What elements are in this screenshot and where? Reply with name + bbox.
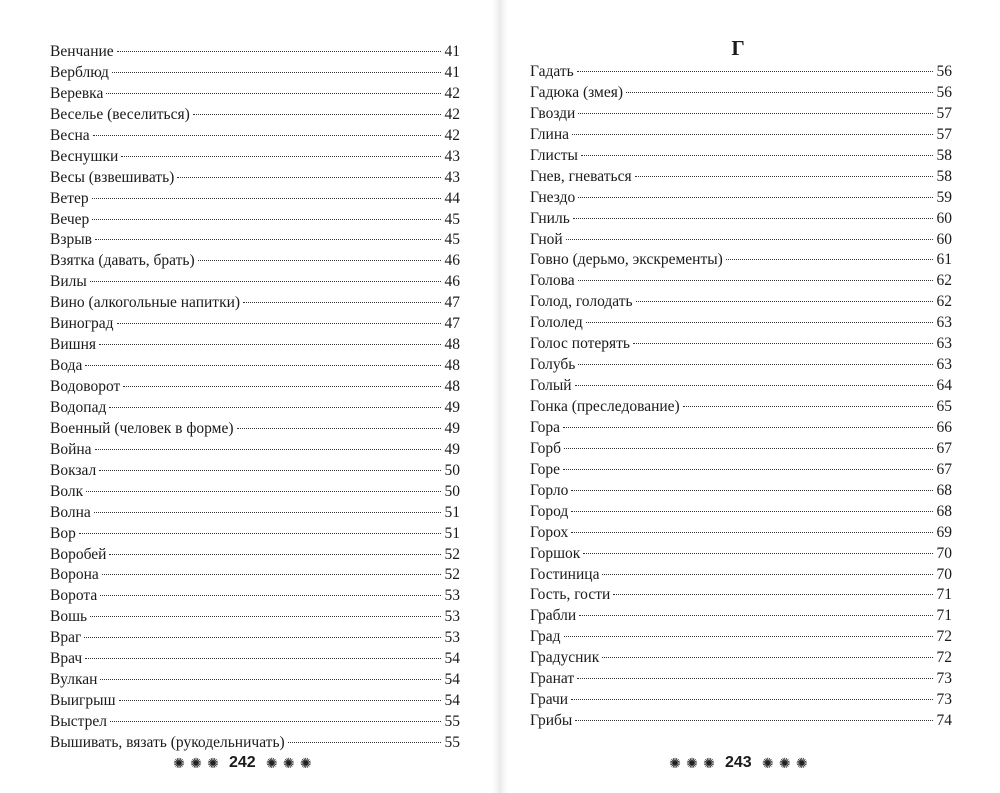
entry-page-number: 46 — [444, 252, 460, 270]
dot-leader — [177, 177, 441, 178]
dot-leader — [79, 533, 441, 534]
entry-term: Грачи — [530, 691, 569, 709]
index-entry — [530, 167, 952, 188]
entry-page-number: 54 — [444, 650, 460, 668]
entry-page-number: 56 — [936, 63, 952, 80]
entry-term: Водопад — [50, 398, 107, 416]
dot-leader — [578, 280, 933, 281]
index-entry — [530, 397, 952, 418]
index-entry — [50, 586, 460, 607]
dot-leader — [577, 71, 933, 72]
index-entry — [530, 230, 952, 251]
entry-term: Верблюд — [50, 63, 109, 81]
index-entry — [50, 440, 460, 461]
entry-page-number: 56 — [936, 83, 952, 101]
entry-term: Взятка (давать, брать) — [50, 252, 195, 270]
entry-page-number: 53 — [444, 608, 460, 626]
entry-page-number: 64 — [936, 377, 952, 395]
entry-page-number: 44 — [444, 189, 460, 207]
entry-page-number: 53 — [444, 587, 460, 605]
dot-leader — [575, 385, 933, 386]
dot-leader — [237, 428, 441, 429]
index-entry — [530, 334, 952, 355]
index-entry — [530, 481, 952, 502]
entry-page-number: 65 — [936, 398, 952, 415]
dot-leader — [121, 156, 441, 157]
page-number: 242 — [229, 754, 256, 771]
index-entry — [530, 606, 952, 627]
entry-page-number: 48 — [444, 336, 460, 354]
entry-term: Глисты — [530, 146, 578, 164]
dot-leader — [86, 491, 441, 492]
entry-term: Горшок — [530, 544, 581, 562]
entry-page-number: 42 — [444, 105, 460, 123]
index-entry — [530, 250, 952, 271]
entry-term: Выигрыш — [50, 692, 116, 710]
dot-leader — [581, 155, 933, 156]
index-entry — [50, 545, 460, 566]
index-entry — [530, 585, 952, 606]
index-entry — [530, 313, 952, 334]
dot-leader — [100, 595, 441, 596]
index-entry — [50, 524, 460, 545]
index-entry — [50, 105, 460, 126]
entry-term: Грабли — [530, 607, 577, 625]
page-number: 243 — [725, 754, 752, 771]
dot-leader — [636, 301, 933, 302]
index-entry — [530, 292, 952, 313]
index-entry — [50, 126, 460, 147]
entry-term: Голубь — [530, 356, 576, 374]
entry-term: Виноград — [50, 315, 114, 333]
ornament-icon: ✺ — [761, 755, 774, 771]
entry-page-number: 67 — [936, 460, 952, 478]
dot-leader — [84, 637, 441, 638]
entry-term: Гниль — [530, 209, 570, 227]
dot-leader — [123, 386, 441, 387]
entry-term: Ворота — [50, 587, 98, 605]
entry-term: Гнездо — [530, 188, 576, 206]
entry-page-number: 57 — [936, 125, 952, 143]
entry-page-number: 43 — [444, 168, 460, 186]
dot-leader — [633, 343, 933, 344]
entry-term: Вода — [50, 357, 83, 375]
index-entry — [50, 670, 460, 691]
entry-term: Волк — [50, 482, 84, 500]
entry-term: Гной — [530, 230, 563, 248]
index-entry — [50, 691, 460, 712]
entry-term: Гадать — [530, 63, 574, 80]
index-entry — [530, 188, 952, 209]
dot-leader — [602, 574, 933, 575]
entry-term: Гость, гости — [530, 586, 611, 604]
index-entry — [530, 690, 952, 711]
entry-term: Выстрел — [50, 713, 107, 730]
index-entry — [50, 335, 460, 356]
entry-term: Град — [530, 628, 561, 646]
entry-term: Вино (алкогольные напитки) — [50, 294, 241, 312]
entry-page-number: 48 — [444, 378, 460, 395]
left-page — [0, 0, 492, 793]
entry-term: Гвозди — [530, 104, 576, 122]
index-entry — [50, 210, 460, 231]
dot-leader — [100, 679, 441, 680]
entry-term: Говно (дерьмо, экскременты) — [530, 251, 723, 269]
entry-page-number: 73 — [936, 670, 952, 688]
entry-page-number: 51 — [444, 503, 460, 521]
entry-page-number: 72 — [936, 649, 952, 667]
entry-page-number: 45 — [444, 231, 460, 249]
entry-page-number: 62 — [936, 293, 952, 311]
entry-page-number: 62 — [936, 272, 952, 290]
index-entry — [50, 293, 460, 314]
index-entry — [50, 189, 460, 210]
dot-leader — [563, 469, 933, 470]
dot-leader — [109, 554, 441, 555]
entry-term: Война — [50, 440, 92, 458]
entry-page-number: 60 — [936, 209, 952, 227]
index-entry — [530, 648, 952, 669]
index-entry — [530, 502, 952, 523]
index-entry — [50, 356, 460, 377]
entry-page-number: 52 — [444, 566, 460, 584]
dot-leader — [85, 658, 441, 659]
entry-term: Вишня — [50, 336, 96, 354]
entry-page-number: 63 — [936, 335, 952, 353]
entry-page-number: 47 — [444, 315, 460, 333]
entry-page-number: 54 — [444, 692, 460, 710]
dot-leader — [93, 135, 441, 136]
index-entry — [530, 104, 952, 125]
index-entry — [50, 314, 460, 335]
entry-term: Водоворот — [50, 378, 121, 395]
section-letter: Г — [731, 36, 745, 60]
entry-term: Горло — [530, 481, 569, 499]
left-page-footer — [172, 754, 313, 772]
index-entry — [50, 251, 460, 272]
dot-leader — [573, 218, 933, 219]
entry-page-number: 49 — [444, 440, 460, 458]
index-entry — [530, 355, 952, 376]
dot-leader — [117, 51, 441, 52]
entry-page-number: 68 — [936, 481, 952, 499]
dot-leader — [117, 323, 441, 324]
entry-term: Вышивать, вязать (рукодельничать) — [50, 733, 285, 751]
entry-page-number: 53 — [444, 629, 460, 647]
dot-leader — [90, 616, 441, 617]
dot-leader — [572, 134, 933, 135]
index-entry — [530, 146, 952, 167]
left-index-list — [0, 42, 492, 754]
index-entry — [530, 418, 952, 439]
entry-page-number: 46 — [444, 273, 460, 291]
index-entry — [50, 272, 460, 293]
dot-leader — [578, 197, 933, 198]
index-entry — [530, 523, 952, 544]
index-entry — [50, 398, 460, 419]
dot-leader — [112, 72, 441, 73]
dot-leader — [85, 365, 441, 366]
index-entry — [530, 62, 952, 83]
dot-leader — [578, 364, 933, 365]
entry-term: Горох — [530, 523, 569, 541]
entry-term: Весна — [50, 126, 90, 144]
entry-page-number: 70 — [936, 565, 952, 583]
entry-term: Врач — [50, 650, 83, 668]
entry-term: Голос потерять — [530, 335, 630, 353]
entry-term: Грибы — [530, 712, 573, 730]
entry-term: Вор — [50, 524, 76, 542]
dot-leader — [571, 490, 933, 491]
dot-leader — [571, 511, 933, 512]
entry-term: Градусник — [530, 649, 600, 667]
dot-leader — [243, 302, 441, 303]
entry-page-number: 71 — [936, 586, 952, 604]
index-entry — [50, 607, 460, 628]
dot-leader — [579, 615, 933, 616]
entry-page-number: 50 — [444, 461, 460, 479]
index-entry — [50, 168, 460, 189]
dot-leader — [109, 407, 441, 408]
entry-page-number: 45 — [444, 210, 460, 228]
book-gutter — [492, 0, 508, 793]
dot-leader — [193, 114, 441, 115]
dot-leader — [102, 574, 441, 575]
dot-leader — [613, 594, 933, 595]
index-entry — [50, 230, 460, 251]
entry-term: Глина — [530, 125, 569, 143]
entry-term: Гонка (преследование) — [530, 398, 680, 415]
index-entry — [530, 83, 952, 104]
dot-leader — [95, 449, 441, 450]
entry-term: Гостиница — [530, 565, 600, 583]
entry-page-number: 55 — [444, 713, 460, 730]
entry-page-number: 41 — [444, 63, 460, 81]
entry-term: Военный (человек в форме) — [50, 419, 234, 437]
index-entry — [50, 649, 460, 670]
dot-leader — [571, 532, 933, 533]
entry-term: Гололед — [530, 314, 583, 332]
entry-term: Ворона — [50, 566, 99, 584]
dot-leader — [110, 721, 441, 722]
entry-page-number: 71 — [936, 607, 952, 625]
dot-leader — [288, 742, 441, 743]
ornament-icon: ✺ — [778, 755, 791, 771]
entry-page-number: 63 — [936, 356, 952, 374]
index-entry — [530, 209, 952, 230]
index-entry — [530, 460, 952, 481]
entry-term: Воробей — [50, 545, 107, 563]
entry-page-number: 41 — [444, 43, 460, 60]
entry-term: Венчание — [50, 43, 114, 60]
entry-term: Голова — [530, 272, 575, 290]
entry-term: Взрыв — [50, 231, 92, 249]
entry-page-number: 74 — [936, 712, 952, 730]
entry-page-number: 49 — [444, 398, 460, 416]
dot-leader — [583, 553, 933, 554]
dot-leader — [198, 260, 441, 261]
dot-leader — [626, 92, 933, 93]
entry-page-number: 58 — [936, 146, 952, 164]
entry-page-number: 55 — [444, 733, 460, 751]
index-entry — [50, 63, 460, 84]
index-entry — [50, 84, 460, 105]
ornament-icon: ✺ — [795, 755, 808, 771]
entry-page-number: 68 — [936, 502, 952, 520]
entry-page-number: 43 — [444, 147, 460, 165]
dot-leader — [577, 678, 933, 679]
ornament-icon: ✺ — [669, 755, 681, 771]
index-entry — [530, 544, 952, 565]
index-entry — [50, 482, 460, 503]
entry-page-number: 59 — [936, 188, 952, 206]
entry-term: Веселье (веселиться) — [50, 105, 190, 123]
ornament-icon: ✺ — [173, 755, 185, 771]
index-entry — [50, 377, 460, 398]
index-entry — [530, 439, 952, 460]
index-entry — [530, 669, 952, 690]
dot-leader — [563, 427, 933, 428]
entry-term: Гранат — [530, 670, 575, 688]
dot-leader — [566, 239, 933, 240]
index-entry — [530, 271, 952, 292]
dot-leader — [95, 239, 441, 240]
right-page-footer — [668, 754, 809, 772]
entry-page-number: 51 — [444, 524, 460, 542]
index-entry — [50, 461, 460, 482]
dot-leader — [94, 512, 441, 513]
ornament-icon: ✺ — [299, 755, 312, 771]
index-entry — [530, 565, 952, 586]
dot-leader — [92, 219, 441, 220]
entry-term: Весы (взвешивать) — [50, 168, 175, 186]
entry-page-number: 52 — [444, 545, 460, 563]
dot-leader — [602, 657, 933, 658]
dot-leader — [90, 281, 441, 282]
index-entry — [50, 712, 460, 733]
index-entry — [50, 419, 460, 440]
dot-leader — [564, 636, 933, 637]
index-entry — [50, 628, 460, 649]
dot-leader — [106, 93, 441, 94]
right-index-list — [508, 62, 1000, 732]
entry-term: Гнев, гневаться — [530, 167, 632, 185]
entry-term: Вечер — [50, 210, 90, 228]
ornament-icon: ✺ — [703, 755, 715, 771]
entry-term: Веревка — [50, 84, 104, 102]
entry-page-number: 42 — [444, 126, 460, 144]
index-entry — [50, 503, 460, 524]
entry-term: Ветер — [50, 189, 89, 207]
entry-page-number: 72 — [936, 628, 952, 646]
entry-term: Гора — [530, 418, 560, 436]
entry-page-number: 57 — [936, 104, 952, 122]
dot-leader — [575, 720, 933, 721]
index-entry — [530, 711, 952, 732]
entry-page-number: 48 — [444, 357, 460, 375]
entry-term: Волна — [50, 503, 91, 521]
right-page — [508, 0, 1000, 793]
index-entry — [50, 733, 460, 754]
dot-leader — [99, 344, 441, 345]
entry-term: Гадюка (змея) — [530, 83, 624, 101]
entry-page-number: 58 — [936, 167, 952, 185]
entry-page-number: 50 — [444, 482, 460, 500]
dot-leader — [578, 113, 933, 114]
dot-leader — [726, 259, 933, 260]
entry-page-number: 49 — [444, 419, 460, 437]
entry-term: Веснушки — [50, 147, 119, 165]
entry-term: Вилы — [50, 273, 87, 291]
dot-leader — [99, 470, 441, 471]
ornament-icon: ✺ — [265, 755, 278, 771]
entry-page-number: 61 — [936, 251, 952, 269]
entry-page-number: 66 — [936, 418, 952, 436]
index-entry — [50, 42, 460, 63]
dot-leader — [586, 322, 933, 323]
dot-leader — [683, 406, 933, 407]
entry-term: Вулкан — [50, 671, 98, 689]
index-entry — [50, 565, 460, 586]
entry-term: Вошь — [50, 608, 88, 626]
ornament-icon: ✺ — [207, 755, 219, 771]
index-entry — [50, 147, 460, 168]
ornament-icon: ✺ — [282, 755, 295, 771]
entry-term: Голый — [530, 377, 572, 395]
index-entry — [530, 125, 952, 146]
index-entry — [530, 376, 952, 397]
entry-term: Враг — [50, 629, 82, 647]
dot-leader — [635, 176, 933, 177]
entry-page-number: 54 — [444, 671, 460, 689]
entry-term: Вокзал — [50, 461, 97, 479]
entry-term: Горб — [530, 439, 561, 457]
entry-page-number: 47 — [444, 294, 460, 312]
entry-term: Горе — [530, 460, 560, 478]
dot-leader — [119, 700, 441, 701]
entry-page-number: 69 — [936, 523, 952, 541]
index-entry — [530, 627, 952, 648]
ornament-icon: ✺ — [190, 755, 202, 771]
entry-page-number: 73 — [936, 691, 952, 709]
entry-page-number: 42 — [444, 84, 460, 102]
dot-leader — [564, 448, 933, 449]
dot-leader — [571, 699, 933, 700]
ornament-icon: ✺ — [686, 755, 698, 771]
entry-term: Город — [530, 502, 569, 520]
dot-leader — [92, 198, 441, 199]
entry-page-number: 63 — [936, 314, 952, 332]
entry-term: Голод, голодать — [530, 293, 633, 311]
entry-page-number: 60 — [936, 230, 952, 248]
entry-page-number: 67 — [936, 439, 952, 457]
entry-page-number: 70 — [936, 544, 952, 562]
